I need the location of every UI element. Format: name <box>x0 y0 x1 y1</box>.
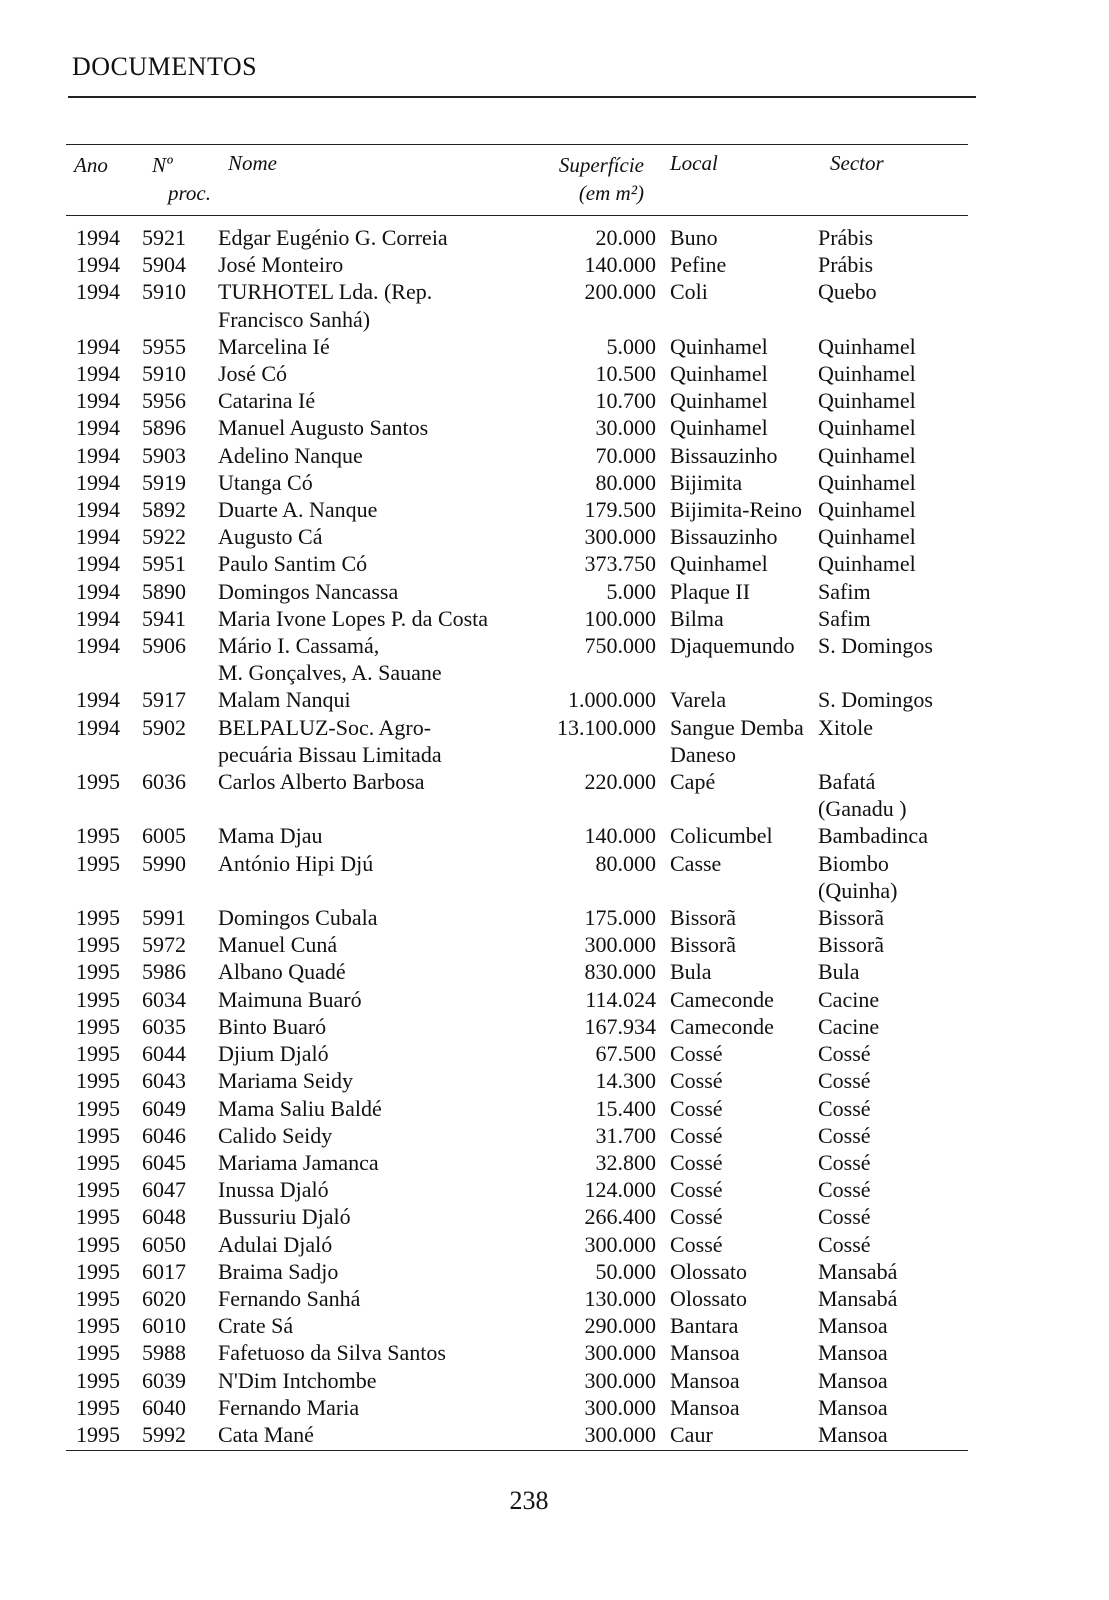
cell-local: Cossé <box>670 1095 723 1121</box>
table-row <box>66 442 968 469</box>
cell-nome: Catarina Ié <box>218 388 316 414</box>
cell-sector: Bambadinca <box>818 823 928 849</box>
cell-superficie: 14.300 <box>595 1068 656 1094</box>
cell-sector: Quebo <box>818 279 877 305</box>
cell-nome: Manuel Cuná <box>218 932 338 958</box>
cell-ano: 1995 <box>76 986 120 1012</box>
cell-nome: Domingos Nancassa <box>218 578 399 604</box>
table-row <box>66 1122 968 1149</box>
cell-ano: 1995 <box>76 823 120 849</box>
cell-nome: TURHOTEL Lda. (Rep. Francisco Sanhá) <box>218 279 433 332</box>
cell-ano: 1994 <box>76 578 120 604</box>
cell-local: Bissorã <box>670 932 736 958</box>
cell-superficie: 10.500 <box>595 361 656 387</box>
cell-superficie: 31.700 <box>595 1122 656 1148</box>
cell-nome: Adelino Nanque <box>218 442 363 468</box>
cell-ano: 1995 <box>76 959 120 985</box>
cell-sector: Mansoa <box>818 1394 888 1420</box>
table-row <box>66 278 968 332</box>
page-number: 238 <box>509 1486 549 1515</box>
cell-superficie: 175.000 <box>584 905 656 931</box>
cell-proc: 5921 <box>142 225 186 250</box>
cell-proc: 5892 <box>142 497 186 523</box>
cell-proc: 6048 <box>142 1204 186 1230</box>
cell-nome: Crate Sá <box>218 1313 294 1339</box>
table-row <box>66 550 968 577</box>
cell-superficie: 140.000 <box>584 823 656 849</box>
cell-ano: 1994 <box>76 469 120 495</box>
cell-proc: 5991 <box>142 905 186 931</box>
cell-sector: Prábis <box>818 225 873 250</box>
cell-proc: 6040 <box>142 1394 186 1420</box>
cell-superficie: 20.000 <box>595 225 656 250</box>
cell-nome: Mariama Jamanca <box>218 1149 379 1175</box>
cell-proc: 6010 <box>142 1313 186 1339</box>
cell-proc: 5917 <box>142 687 186 713</box>
cell-ano: 1995 <box>76 1068 120 1094</box>
table-row <box>66 768 968 822</box>
cell-nome: Augusto Cá <box>218 524 323 550</box>
cell-nome: António Hipi Djú <box>218 850 374 876</box>
cell-ano: 1995 <box>76 1340 120 1366</box>
table-row <box>66 1176 968 1203</box>
cell-superficie: 130.000 <box>584 1285 656 1311</box>
cell-superficie: 300.000 <box>584 932 656 958</box>
cell-ano: 1995 <box>76 1204 120 1230</box>
cell-nome: Fernando Sanhá <box>218 1285 361 1311</box>
col-header-sector: Sector <box>830 151 884 175</box>
cell-superficie: 67.500 <box>595 1041 656 1067</box>
cell-local: Olossato <box>670 1285 747 1311</box>
table-row <box>66 1258 968 1285</box>
cell-proc: 5890 <box>142 578 186 604</box>
table-row <box>66 1067 968 1094</box>
cell-ano: 1995 <box>76 850 120 876</box>
cell-ano: 1995 <box>76 1258 120 1284</box>
cell-sector: Cossé <box>818 1231 871 1257</box>
cell-superficie: 5.000 <box>606 333 656 359</box>
page-title: DOCUMENTOS <box>72 52 258 81</box>
cell-local: Buno <box>670 225 718 250</box>
cell-nome: Mário I. Cassamá, M. Gonçalves, A. Sauane <box>218 633 442 686</box>
cell-proc: 6035 <box>142 1013 186 1039</box>
cell-proc: 5910 <box>142 361 186 387</box>
cell-local: Pefine <box>670 252 727 278</box>
cell-ano: 1995 <box>76 1149 120 1175</box>
cell-nome: Fernando Maria <box>218 1394 360 1420</box>
cell-proc: 6043 <box>142 1068 186 1094</box>
cell-ano: 1994 <box>76 361 120 387</box>
cell-superficie: 200.000 <box>584 279 656 305</box>
table-row <box>66 1312 968 1339</box>
cell-nome: Manuel Augusto Santos <box>218 415 429 441</box>
cell-local: Capé <box>670 769 716 795</box>
cell-ano: 1994 <box>76 333 120 359</box>
cell-nome: Cata Mané <box>218 1421 314 1447</box>
cell-superficie: 5.000 <box>606 578 656 604</box>
cell-local: Cameconde <box>670 986 774 1012</box>
table-row <box>66 1394 968 1421</box>
cell-nome: Paulo Santim Có <box>218 551 368 577</box>
cell-sector: Mansabá <box>818 1285 898 1311</box>
col-header-proc: Nº proc. <box>152 153 211 205</box>
cell-local: Cossé <box>670 1149 723 1175</box>
table-row <box>66 850 968 904</box>
cell-sector: Prábis <box>818 252 873 278</box>
land-records-table <box>66 144 968 1451</box>
cell-ano: 1995 <box>76 1421 120 1447</box>
cell-ano: 1994 <box>76 524 120 550</box>
cell-superficie: 300.000 <box>584 1394 656 1420</box>
cell-ano: 1994 <box>76 497 120 523</box>
cell-sector: Cossé <box>818 1177 871 1203</box>
cell-local: Quinhamel <box>670 333 768 359</box>
cell-local: Varela <box>670 687 727 713</box>
cell-sector: S. Domingos <box>818 687 933 713</box>
cell-nome: Mama Saliu Baldé <box>218 1095 382 1121</box>
cell-local: Casse <box>670 850 722 876</box>
cell-superficie: 100.000 <box>584 605 656 631</box>
cell-proc: 5922 <box>142 524 186 550</box>
cell-proc: 6017 <box>142 1258 186 1284</box>
cell-sector: Cossé <box>818 1122 871 1148</box>
cell-superficie: 124.000 <box>584 1177 656 1203</box>
table-row <box>66 931 968 958</box>
cell-superficie: 266.400 <box>584 1204 656 1230</box>
cell-nome: Malam Nanqui <box>218 687 351 713</box>
table-row <box>66 578 968 605</box>
cell-local: Quinhamel <box>670 361 768 387</box>
cell-local: Mansoa <box>670 1367 740 1393</box>
cell-ano: 1995 <box>76 1231 120 1257</box>
cell-superficie: 830.000 <box>584 959 656 985</box>
cell-superficie: 1.000.000 <box>568 687 656 713</box>
cell-sector: Biombo (Quinha) <box>818 850 898 903</box>
cell-superficie: 300.000 <box>584 1367 656 1393</box>
cell-proc: 6044 <box>142 1041 186 1067</box>
cell-sector: Safim <box>818 578 871 604</box>
table-row <box>66 714 968 768</box>
cell-superficie: 373.750 <box>584 551 656 577</box>
cell-sector: Quinhamel <box>818 388 916 414</box>
cell-superficie: 220.000 <box>584 769 656 795</box>
cell-nome: Braima Sadjo <box>218 1258 339 1284</box>
table-row <box>66 1203 968 1230</box>
cell-local: Bula <box>670 959 712 985</box>
cell-proc: 5902 <box>142 714 186 740</box>
cell-sector: Mansabá <box>818 1258 898 1284</box>
table-row <box>66 414 968 441</box>
cell-ano: 1995 <box>76 1095 120 1121</box>
cell-sector: Quinhamel <box>818 361 916 387</box>
cell-superficie: 10.700 <box>595 388 656 414</box>
cell-superficie: 167.934 <box>584 1013 656 1039</box>
cell-local: Djaquemundo <box>670 633 795 659</box>
cell-superficie: 300.000 <box>584 524 656 550</box>
cell-proc: 6046 <box>142 1122 186 1148</box>
cell-proc: 5990 <box>142 850 186 876</box>
cell-nome: Utanga Có <box>218 469 313 495</box>
cell-sector: Cossé <box>818 1095 871 1121</box>
cell-superficie: 30.000 <box>595 415 656 441</box>
cell-ano: 1994 <box>76 279 120 305</box>
table-row <box>66 1013 968 1040</box>
cell-superficie: 70.000 <box>595 442 656 468</box>
cell-ano: 1995 <box>76 1285 120 1311</box>
cell-superficie: 32.800 <box>595 1149 656 1175</box>
cell-ano: 1994 <box>76 714 120 740</box>
cell-ano: 1995 <box>76 1177 120 1203</box>
cell-proc: 5903 <box>142 442 186 468</box>
cell-local: Caur <box>670 1421 713 1447</box>
cell-ano: 1994 <box>76 252 120 278</box>
cell-nome: José Monteiro <box>218 252 344 278</box>
table-row <box>66 904 968 931</box>
cell-superficie: 290.000 <box>584 1313 656 1339</box>
cell-proc: 5910 <box>142 279 186 305</box>
cell-nome: Maimuna Buaró <box>218 986 362 1012</box>
cell-sector: Cossé <box>818 1149 871 1175</box>
cell-sector: Quinhamel <box>818 551 916 577</box>
cell-sector: Mansoa <box>818 1313 888 1339</box>
cell-sector: Mansoa <box>818 1340 888 1366</box>
cell-local: Mansoa <box>670 1340 740 1366</box>
table-row <box>66 251 968 278</box>
cell-local: Cossé <box>670 1177 723 1203</box>
cell-sector: Cossé <box>818 1041 871 1067</box>
table-row <box>66 1149 968 1176</box>
cell-superficie: 750.000 <box>584 633 656 659</box>
cell-nome: Edgar Eugénio G. Correia <box>218 225 448 250</box>
table-row <box>66 822 968 849</box>
table-row <box>66 1421 968 1448</box>
cell-local: Bantara <box>670 1313 739 1339</box>
cell-ano: 1995 <box>76 1313 120 1339</box>
cell-proc: 6036 <box>142 769 186 795</box>
table-row <box>66 387 968 414</box>
cell-nome: Marcelina Ié <box>218 333 330 359</box>
table-row <box>66 1231 968 1258</box>
cell-nome: Calido Seidy <box>218 1122 333 1148</box>
table-bottom-rule <box>66 1450 968 1451</box>
cell-sector: Xitole <box>818 714 873 740</box>
cell-superficie: 114.024 <box>585 986 656 1012</box>
cell-superficie: 13.100.000 <box>557 714 656 740</box>
cell-local: Cossé <box>670 1231 723 1257</box>
table-row <box>66 360 968 387</box>
cell-proc: 6039 <box>142 1367 186 1393</box>
cell-proc: 5956 <box>142 388 186 414</box>
cell-superficie: 80.000 <box>595 850 656 876</box>
cell-nome: Duarte A. Nanque <box>218 497 378 523</box>
cell-superficie: 80.000 <box>595 469 656 495</box>
cell-proc: 6045 <box>142 1149 186 1175</box>
cell-local: Quinhamel <box>670 551 768 577</box>
cell-sector: Quinhamel <box>818 415 916 441</box>
cell-nome: N'Dim Intchombe <box>218 1367 377 1393</box>
table-row <box>66 1367 968 1394</box>
cell-local: Bissauzinho <box>670 524 778 550</box>
cell-sector: Bissorã <box>818 932 884 958</box>
cell-local: Coli <box>670 279 708 305</box>
cell-proc: 5986 <box>142 959 186 985</box>
col-header-local: Local <box>670 151 718 175</box>
cell-proc: 6034 <box>142 986 186 1012</box>
table-row <box>66 1339 968 1366</box>
cell-proc: 5904 <box>142 252 186 278</box>
cell-proc: 6005 <box>142 823 186 849</box>
cell-nome: José Có <box>218 361 288 387</box>
col-header-nome: Nome <box>228 151 277 175</box>
cell-superficie: 179.500 <box>584 497 656 523</box>
cell-ano: 1995 <box>76 1122 120 1148</box>
cell-nome: Djium Djaló <box>218 1041 329 1067</box>
cell-superficie: 50.000 <box>595 1258 656 1284</box>
cell-local: Bijimita <box>670 469 743 495</box>
cell-ano: 1994 <box>76 551 120 577</box>
table-row <box>66 469 968 496</box>
cell-ano: 1994 <box>76 415 120 441</box>
cell-nome: Albano Quadé <box>218 959 346 985</box>
table-row <box>66 523 968 550</box>
cell-ano: 1994 <box>76 442 120 468</box>
cell-local: Mansoa <box>670 1394 740 1420</box>
cell-local: Olossato <box>670 1258 747 1284</box>
table-row <box>66 986 968 1013</box>
cell-nome: Inussa Djaló <box>218 1177 329 1203</box>
cell-nome: Adulai Djaló <box>218 1231 333 1257</box>
cell-local: Plaque II <box>670 578 751 604</box>
cell-ano: 1995 <box>76 932 120 958</box>
cell-nome: Maria Ivone Lopes P. da Costa <box>218 605 489 631</box>
cell-sector: Quinhamel <box>818 333 916 359</box>
cell-superficie: 300.000 <box>584 1340 656 1366</box>
cell-local: Quinhamel <box>670 415 768 441</box>
cell-ano: 1995 <box>76 1367 120 1393</box>
cell-nome: Binto Buaró <box>218 1013 327 1039</box>
cell-sector: S. Domingos <box>818 633 933 659</box>
table-row <box>66 686 968 713</box>
cell-ano: 1994 <box>76 633 120 659</box>
cell-superficie: 300.000 <box>584 1421 656 1447</box>
cell-sector: Cacine <box>818 986 880 1012</box>
cell-ano: 1994 <box>76 605 120 631</box>
cell-sector: Mansoa <box>818 1421 888 1447</box>
cell-sector: Mansoa <box>818 1367 888 1393</box>
table-row <box>66 1040 968 1067</box>
cell-local: Bijimita-Reino <box>670 497 802 523</box>
cell-superficie: 140.000 <box>584 252 656 278</box>
cell-nome: Mama Djau <box>218 823 323 849</box>
cell-proc: 6047 <box>142 1177 186 1203</box>
cell-proc: 5955 <box>142 333 186 359</box>
cell-ano: 1994 <box>76 687 120 713</box>
cell-local: Bissauzinho <box>670 442 778 468</box>
cell-sector: Quinhamel <box>818 469 916 495</box>
cell-sector: Quinhamel <box>818 497 916 523</box>
cell-proc: 6020 <box>142 1285 186 1311</box>
cell-proc: 5919 <box>142 469 186 495</box>
cell-proc: 5992 <box>142 1421 186 1447</box>
cell-nome: BELPALUZ-Soc. Agro- pecuária Bissau Limitada <box>218 714 442 767</box>
cell-local: Cossé <box>670 1041 723 1067</box>
table-row <box>66 958 968 985</box>
cell-proc: 6049 <box>142 1095 186 1121</box>
cell-local: Cossé <box>670 1068 723 1094</box>
header-divider <box>68 96 976 98</box>
cell-proc: 5906 <box>142 633 186 659</box>
cell-local: Bissorã <box>670 905 736 931</box>
cell-proc: 5988 <box>142 1340 186 1366</box>
cell-sector: Bafatá (Ganadu ) <box>818 769 907 822</box>
cell-proc: 5951 <box>142 551 186 577</box>
cell-sector: Cossé <box>818 1068 871 1094</box>
cell-proc: 5941 <box>142 605 186 631</box>
table-row <box>66 333 968 360</box>
cell-local: Cameconde <box>670 1013 774 1039</box>
cell-nome: Fafetuoso da Silva Santos <box>218 1340 446 1366</box>
cell-sector: Quinhamel <box>818 524 916 550</box>
cell-sector: Bissorã <box>818 905 884 931</box>
table-row <box>66 1285 968 1312</box>
col-header-ano: Ano <box>74 153 108 177</box>
table-row <box>66 496 968 523</box>
cell-proc: 5972 <box>142 932 186 958</box>
cell-ano: 1995 <box>76 769 120 795</box>
cell-sector: Cacine <box>818 1013 880 1039</box>
cell-superficie: 300.000 <box>584 1231 656 1257</box>
cell-nome: Domingos Cubala <box>218 905 378 931</box>
cell-nome: Mariama Seidy <box>218 1068 354 1094</box>
cell-ano: 1995 <box>76 1013 120 1039</box>
cell-superficie: 15.400 <box>595 1095 656 1121</box>
cell-local: Quinhamel <box>670 388 768 414</box>
cell-sector: Safim <box>818 605 871 631</box>
cell-sector: Quinhamel <box>818 442 916 468</box>
table-row <box>66 1095 968 1122</box>
cell-local: Colicumbel <box>670 823 773 849</box>
cell-ano: 1995 <box>76 1394 120 1420</box>
cell-ano: 1994 <box>76 225 120 250</box>
col-header-superficie: Superfície (em m²) <box>558 153 644 205</box>
cell-sector: Bula <box>818 959 860 985</box>
table-body <box>66 216 968 1448</box>
table-row <box>66 605 968 632</box>
table-header <box>66 145 968 216</box>
cell-local: Cossé <box>670 1122 723 1148</box>
cell-sector: Cossé <box>818 1204 871 1230</box>
cell-local: Cossé <box>670 1204 723 1230</box>
cell-local: Bilma <box>670 605 724 631</box>
cell-ano: 1995 <box>76 1041 120 1067</box>
cell-nome: Bussuriu Djaló <box>218 1204 351 1230</box>
cell-local: Sangue Demba Daneso <box>670 714 804 767</box>
cell-nome: Carlos Alberto Barbosa <box>218 769 425 795</box>
table-row <box>66 632 968 686</box>
cell-proc: 5896 <box>142 415 186 441</box>
cell-ano: 1994 <box>76 388 120 414</box>
table-row <box>66 224 968 251</box>
cell-proc: 6050 <box>142 1231 186 1257</box>
cell-ano: 1995 <box>76 905 120 931</box>
